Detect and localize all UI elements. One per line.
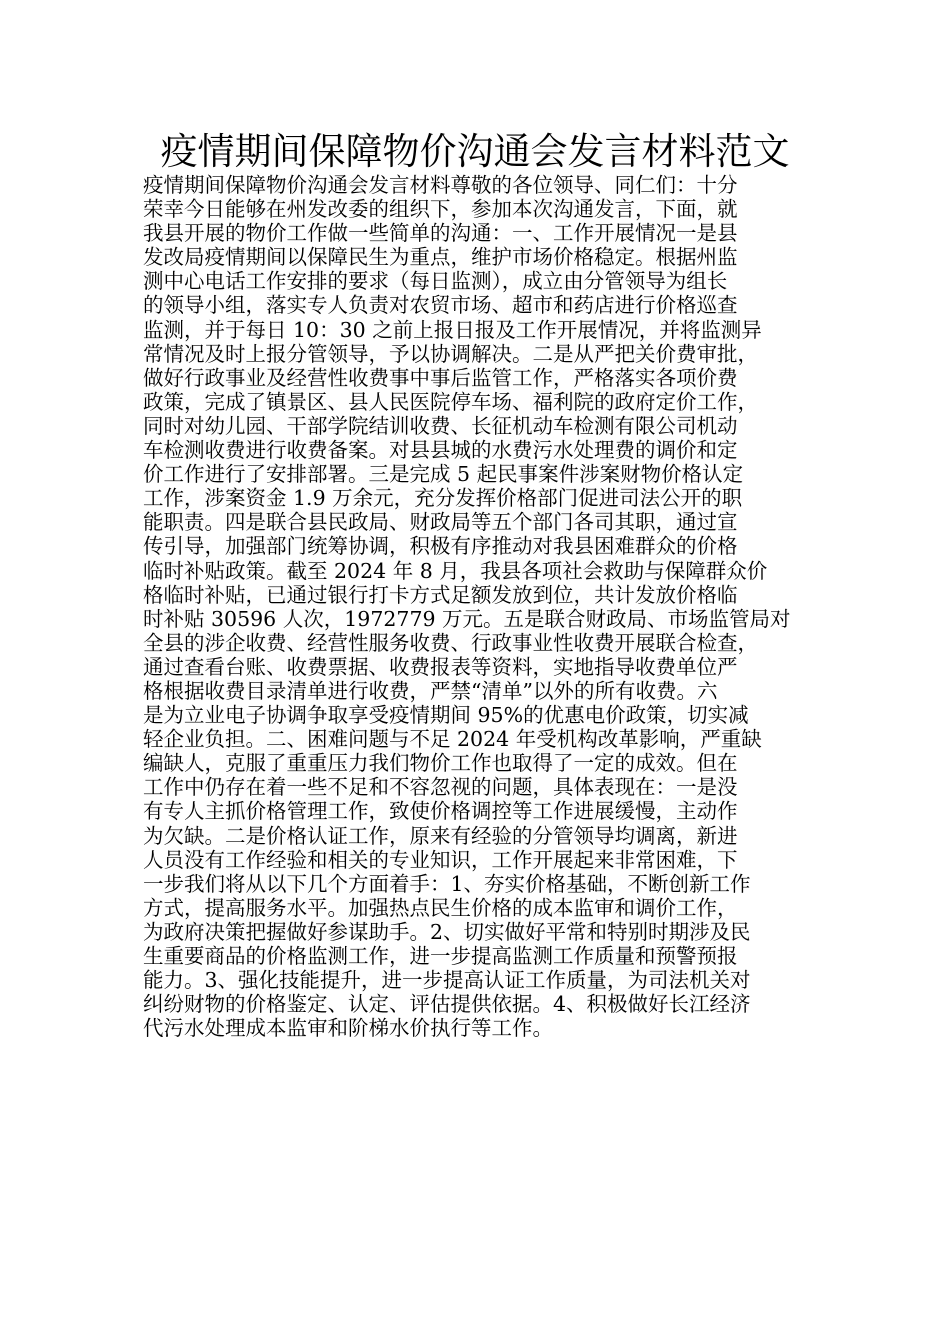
body-line: 有专人主抓价格管理工作，致使价格调控等工作进展缓慢，主动作 xyxy=(143,799,738,824)
body-line: 工作，涉案资金 1.9 万余元，充分发挥价格部门促进司法公开的职 xyxy=(143,486,743,511)
body-line: 代污水处理成本监审和阶梯水价执行等工作。 xyxy=(143,1016,553,1041)
body-line: 能职责。四是联合县民政局、财政局等五个部门各司其职，通过宣 xyxy=(143,510,738,535)
body-line: 工作中仍存在着一些不足和不容忽视的问题，具体表现在：一是没 xyxy=(143,775,738,800)
body-line: 为政府决策把握做好参谋助手。2、切实做好平常和特别时期涉及民 xyxy=(143,919,751,944)
body-line: 全县的涉企收费、经营性服务收费、行政事业性收费开展联合检查， xyxy=(143,630,758,655)
body-line: 方式，提高服务水平。加强热点民生价格的成本监审和调价工作， xyxy=(143,895,738,920)
body-line: 发改局疫情期间以保障民生为重点，维护市场价格稳定。根据州监 xyxy=(143,245,738,270)
body-line: 政策，完成了镇景区、县人民医院停车场、福利院的政府定价工作， xyxy=(143,389,758,414)
body-line: 临时补贴政策。截至 2024 年 8 月，我县各项社会救助与保障群众价 xyxy=(143,558,768,583)
body-line: 测中心电话工作安排的要求（每日监测），成立由分管领导为组长 xyxy=(143,269,728,294)
body-line: 是为立业电子协调争取享受疫情期间 95%的优惠电价政策，切实减 xyxy=(143,703,749,728)
body-line: 纠纷财物的价格鉴定、认定、评估提供依据。4、积极做好长江经济 xyxy=(143,992,751,1017)
body-line: 为欠缺。二是价格认证工作，原来有经验的分管领导均调离，新进 xyxy=(143,823,738,848)
body-line: 人员没有工作经验和相关的专业知识，工作开展起来非常困难，下 xyxy=(143,847,738,872)
body-line: 我县开展的物价工作做一些简单的沟通：一、工作开展情况一是县 xyxy=(143,221,738,246)
body-line: 编缺人，克服了重重压力我们物价工作也取得了一定的成效。但在 xyxy=(143,751,738,776)
body-line: 疫情期间保障物价沟通会发言材料尊敬的各位领导、同仁们：十分 xyxy=(143,173,738,197)
body-line: 生重要商品的价格监测工作，进一步提高监测工作质量和预警预报 xyxy=(143,944,738,968)
body-line: 通过查看台账、收费票据、收费报表等资料，实地指导收费单位严 xyxy=(143,654,738,679)
body-line: 时补贴 30596 人次，1972779 万元。五是联合财政局、市场监管局对 xyxy=(143,606,791,631)
body-line: 同时对幼儿园、干部学院结训收费、长征机动车检测有限公司机动 xyxy=(143,413,738,438)
body-line: 常情况及时上报分管领导，予以协调解决。二是从严把关价费审批， xyxy=(143,341,758,366)
body-line: 一步我们将从以下几个方面着手：1、夯实价格基础，不断创新工作 xyxy=(143,871,751,896)
body-line: 格根据收费目录清单进行收费，严禁“清单”以外的所有收费。六 xyxy=(143,678,718,703)
body-line: 轻企业负担。二、困难问题与不足 2024 年受机构改革影响，严重缺 xyxy=(143,727,762,752)
body-line: 价工作进行了安排部署。三是完成 5 起民事案件涉案财物价格认定 xyxy=(143,462,744,487)
body-line: 车检测收费进行收费备案。对县县城的水费污水处理费的调价和定 xyxy=(143,438,738,463)
body-line: 监测，并于每日 10：30 之前上报日报及工作开展情况，并将监测异 xyxy=(143,317,762,342)
body-line: 做好行政事业及经营性收费事中事后监管工作，严格落实各项价费 xyxy=(143,365,738,390)
body-line: 能力。3、强化技能提升，进一步提高认证工作质量，为司法机关对 xyxy=(143,968,751,993)
body-line: 荣幸今日能够在州发改委的组织下，参加本次沟通发言，下面，就 xyxy=(143,197,738,222)
document-body xyxy=(143,173,807,1040)
body-line: 的领导小组，落实专人负责对农贸市场、超市和药店进行价格巡查 xyxy=(143,293,738,318)
body-line: 格临时补贴，已通过银行打卡方式足额发放到位，共计发放价格临 xyxy=(143,582,738,607)
document-title: 疫情期间保障物价沟通会发言材料范文 xyxy=(160,130,790,173)
body-line: 传引导，加强部门统筹协调，积极有序推动对我县困难群众的价格 xyxy=(143,534,738,559)
